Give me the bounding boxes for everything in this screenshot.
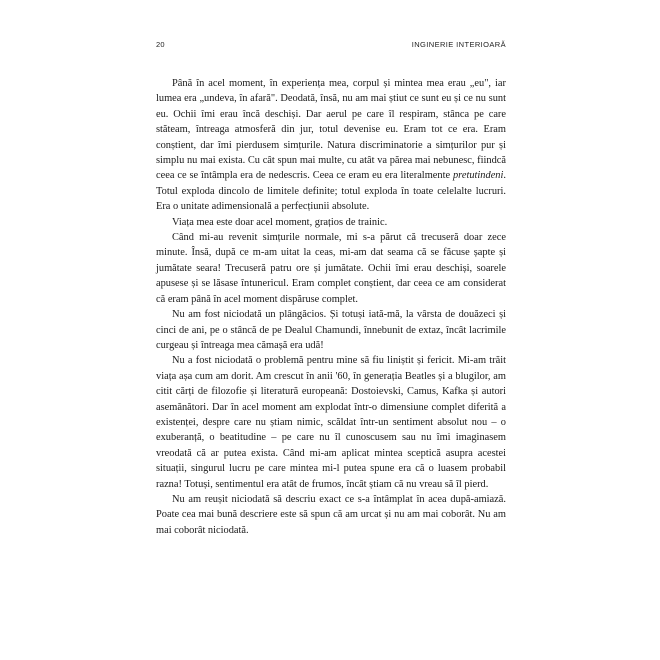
paragraph-1-text-b: . Totul exploda dincolo de limitele definite; totul exploda în toate celelalte lucruri. Era o unitate adimensională a perfecțiunii absolute. xyxy=(156,170,506,213)
running-header xyxy=(156,40,506,54)
paragraph-5: Nu a fost niciodată o problemă pentru mine să fiu liniștit și fericit. Mi-am trăit viața așa cum am dorit. Am crescut în anii '60, în generația Beatles și a blugilor, am citit cărți de filozofie și literatură europeană: Dostoievski, Camus, Kafka și autori asemănători. Dar în acel moment am explodat într-o dimensiune complet diferită a existenței, despre care nu știam nimic, scăldat într-un sentiment absolut nou – o exuberanță, o beatitudine – pe care nu îl cunoscusem sau nu îmi imaginasem vreodată că ar putea exista. Când mi-am aplicat mintea sceptică asupra acestei situații, singurul lucru pe care mintea mi-l putea spune era că o luasem probabil razna! Totuși, sentimentul era atât de frumos, încât știam că nu vreau să îl pierd. xyxy=(156,355,506,490)
paragraph-1-emphasis: pretutindeni xyxy=(452,170,504,182)
paragraph-3: Când mi-au revenit simțurile normale, mi s-a părut că trecuseră doar zece minute. Însă, după ce m-am uitat la ceas, mi-am dat seama că se făcuse șapte și jumătate seara! Trecuseră patru ore și jumătate. Ochii îmi erau deschiși, soarele apusese și se lăsase întunericul. Eram complet conștient, dar ceea ce am considerat că eram până în acel moment dispăruse complet. xyxy=(156,232,506,305)
body-text xyxy=(156,76,506,538)
paragraph-4: Nu am fost niciodată un plângăcios. Și totuși iată-mă, la vârsta de douăzeci și cinci de ani, pe o stâncă de pe Dealul Chamundi, înnebunit de extaz, încât lacrimile curgeau și întreaga mea cămașă era udă! xyxy=(156,309,506,351)
paragraph-1-text-a: Până în acel moment, în experiența mea, corpul și mintea mea erau „eu", iar lumea era „undeva, în afară". Deodată, însă, nu am mai știut ce sunt eu și ce nu sunt eu. Ochii îmi erau încă deschiși. Dar aerul pe care îl respiram, stânca pe care stăteam, întreaga atmosferă din jur, totul devenise eu. Eram tot ce era. Eram conștient, dar îmi pierdusem simțurile. Natura discriminatorie a simțurilor pur și simplu nu mai exista. Cu cât spun mai multe, cu atât va părea mai nebunesc, fiindcă ceea ce se întâmpla era de nedescris. Ceea ce eram eu era literalmente xyxy=(156,78,506,182)
paragraph-2: Viața mea este doar acel moment, grațios de trainic. xyxy=(172,216,388,228)
running-title: INGINERIE INTERIOARĂ xyxy=(411,40,506,49)
paragraph-1 xyxy=(156,76,506,215)
paragraph-6: Nu am reușit niciodată să descriu exact ce s-a întâmplat în acea după-amiază. Poate cea mai bună descriere este să spun că am urcat și nu am mai coborât. Nu am mai coborât niciodată. xyxy=(156,493,506,536)
page-number: 20 xyxy=(156,40,165,49)
